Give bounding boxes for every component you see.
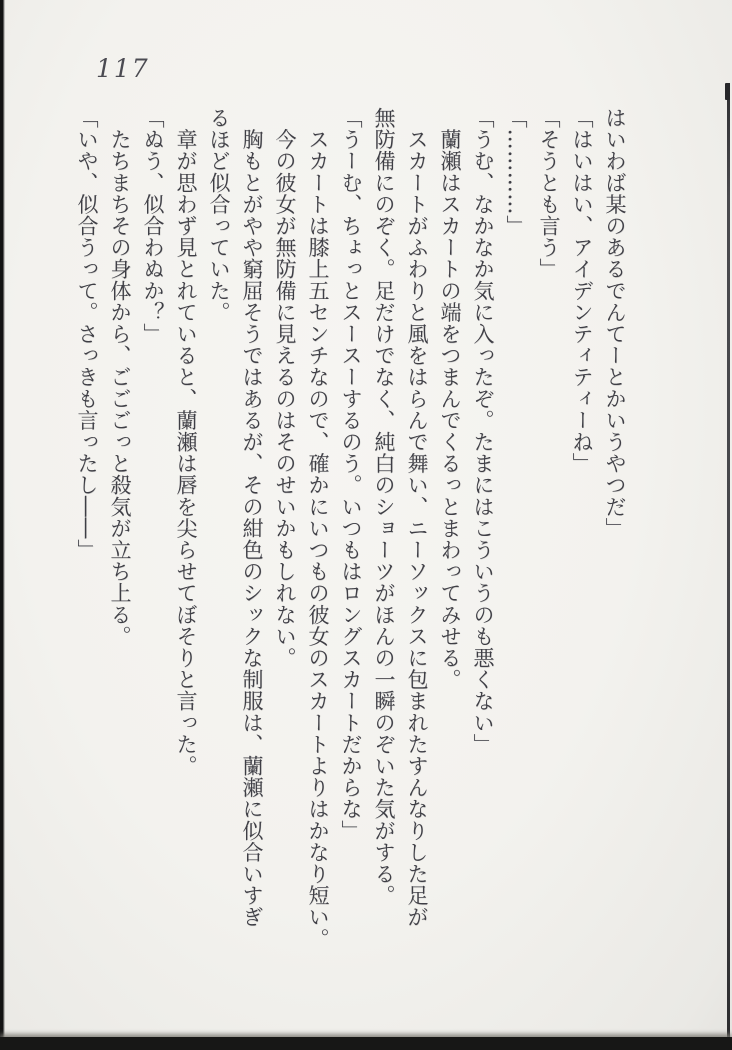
text-column: 今の彼女が無防備に見えるのはそのせいかもしれない。 xyxy=(273,107,297,669)
text-column: 「…………」 xyxy=(504,107,528,237)
text-column: 「そうとも言う」 xyxy=(537,107,561,280)
text-column: 蘭瀬はスカートの端をつまんでくるっとまわってみせる。 xyxy=(438,107,462,691)
text-column: スカートがふわりと風をはらんで舞い、ニーソックスに包まれたすんなりした足が xyxy=(405,107,429,928)
text-column: 「いや、似合うって。さっきも言ったし――」 xyxy=(75,107,99,561)
text-column: 「うーむ、ちょっとスースーするのう。いつもはロングスカートだからな」 xyxy=(339,107,363,842)
text-column: 「はいはい、アイデンティティーね」 xyxy=(570,107,594,475)
text-column: るほど似合っていた。 xyxy=(207,107,231,323)
scan-edge-left xyxy=(0,0,5,1050)
text-column: たちまちその身体から、ごごごっと殺気が立ち上る。 xyxy=(108,107,132,647)
text-column: はいわば某のあるでんてーとかいうやつだ」 xyxy=(603,107,627,539)
scan-edge-right xyxy=(727,83,730,1037)
scan-edge-bottom xyxy=(0,1037,732,1050)
text-column: 無防備にのぞく。足だけでなく、純白のショーツがほんの一瞬のぞいた気がする。 xyxy=(372,107,396,907)
text-column: 章が思わず見とれていると、蘭瀬は唇を尖らせてぼそりと言った。 xyxy=(174,107,198,777)
text-column: 「うむ、なかなか気に入ったぞ。たまにはこういうのも悪くない」 xyxy=(471,107,495,755)
text-column: 「ぬう、似合わぬか？」 xyxy=(141,107,165,345)
text-column: スカートは膝上五センチなので、確かにいつもの彼女のスカートよりはかなり短い。 xyxy=(306,107,330,950)
text-column: 胸もとがやや窮屈そうではあるが、その紺色のシックな制服は、蘭瀬に似合いすぎ xyxy=(240,107,264,928)
text-area xyxy=(70,107,631,973)
page-number: 117 xyxy=(96,54,150,83)
